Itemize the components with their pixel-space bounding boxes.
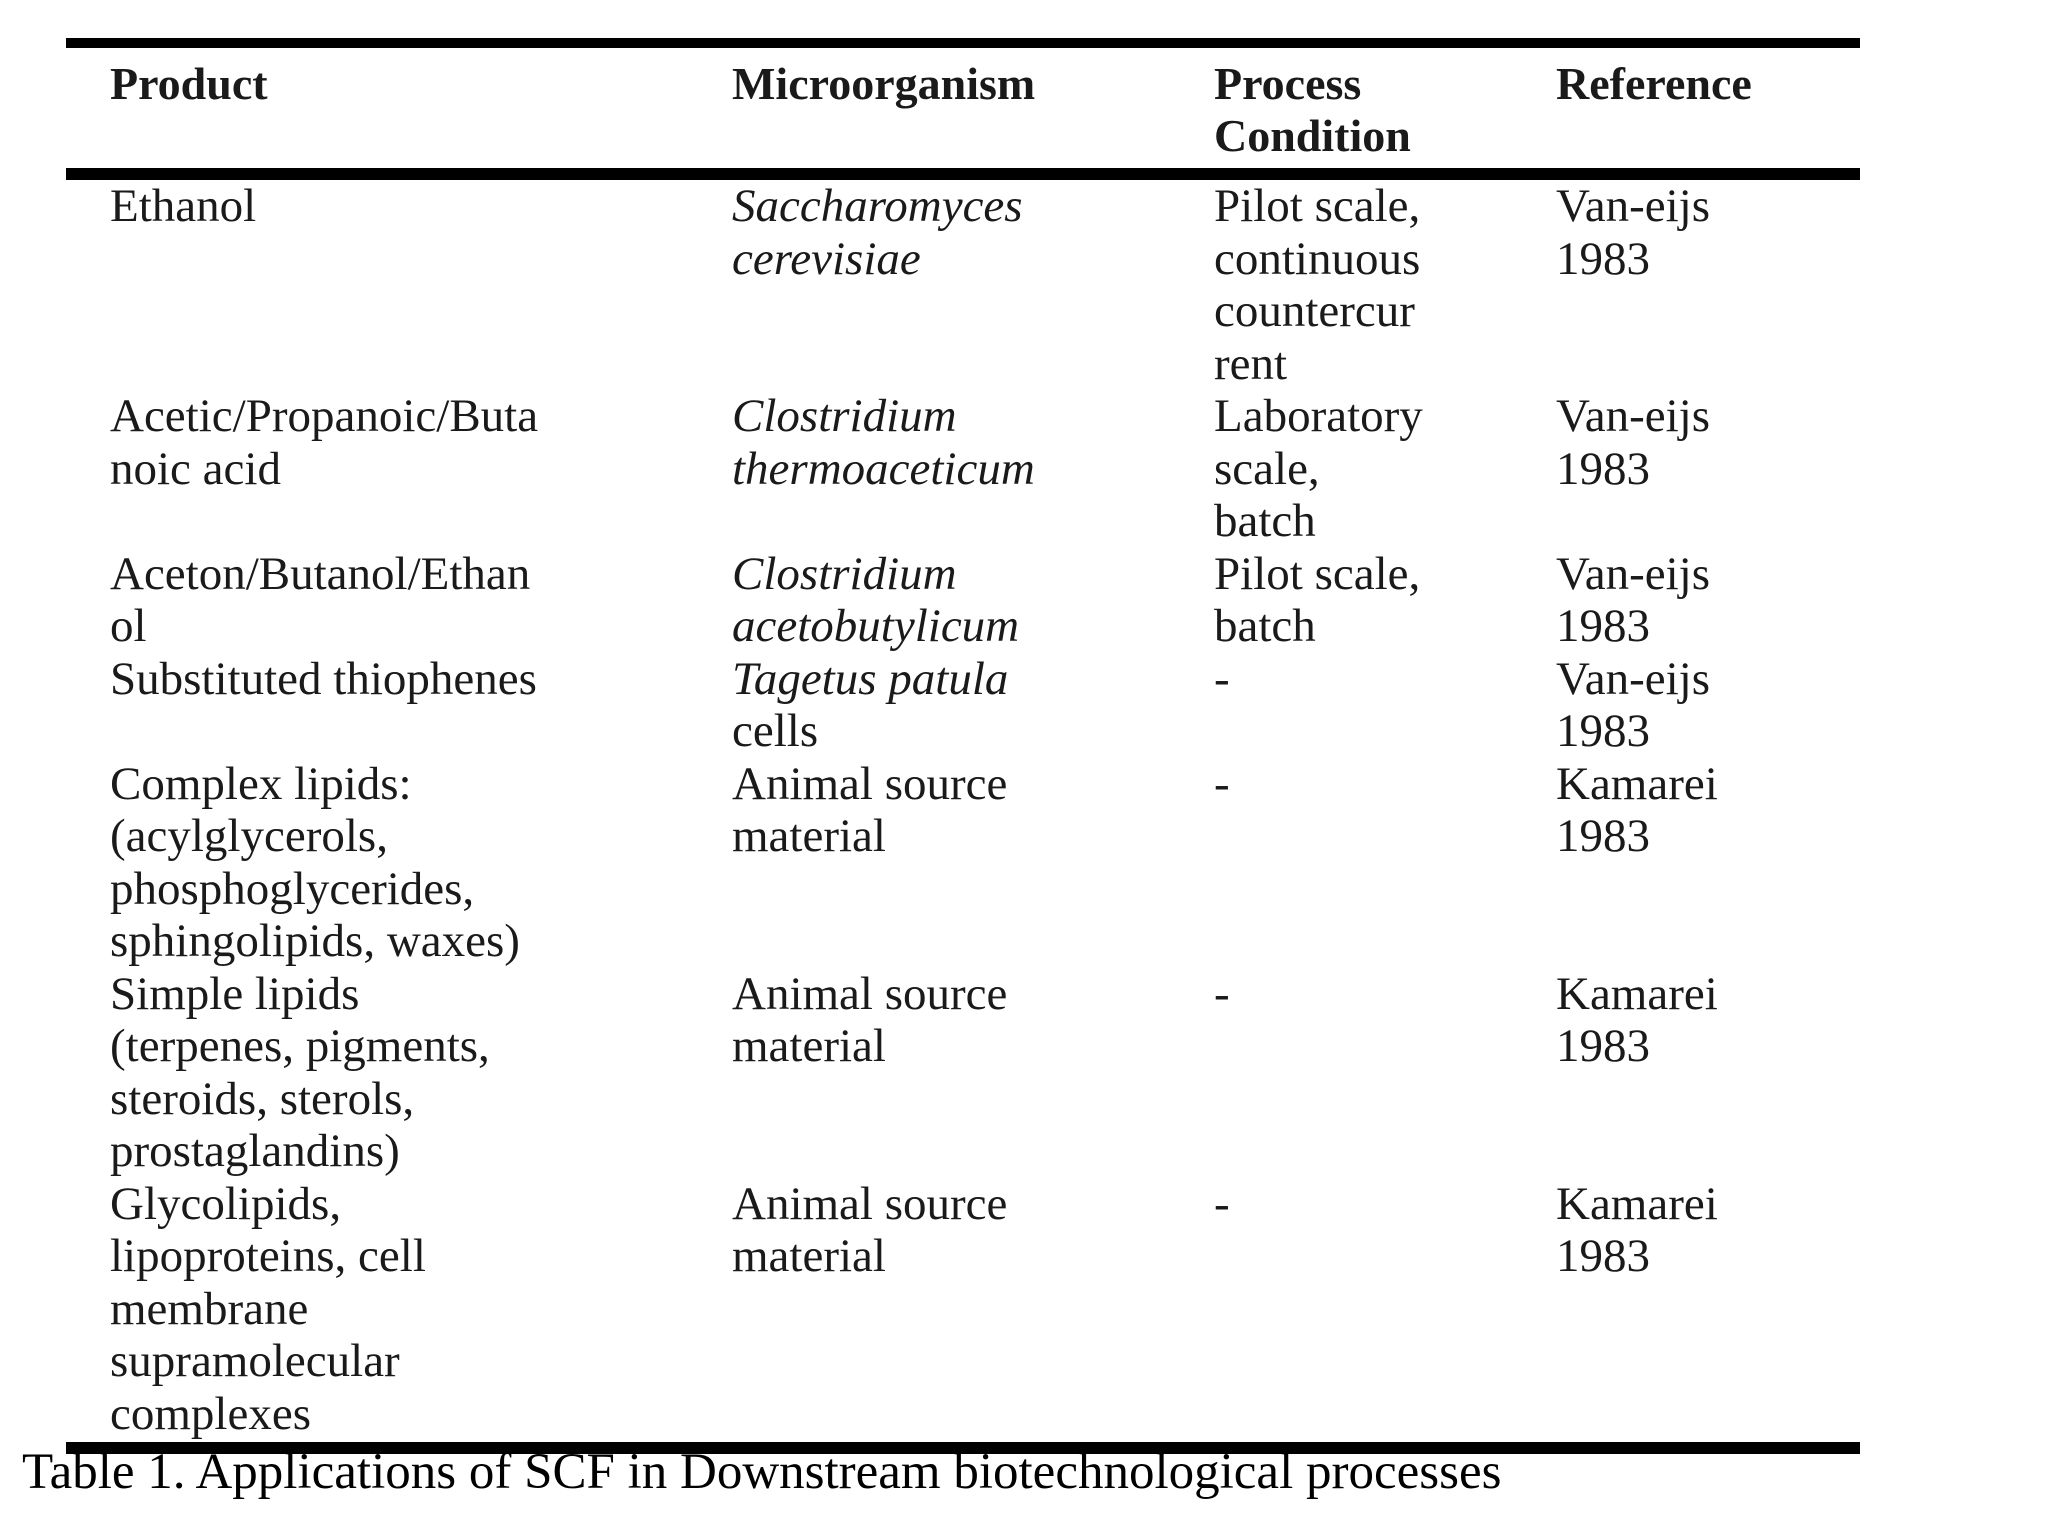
product-cell: Acetic/Propanoic/Buta noic acid [110,390,539,495]
microorganism-cell [688,653,1170,758]
table-row [66,758,1860,968]
top-rule [66,38,1860,48]
microorganism-species: Tagetus patula [732,652,1009,705]
product-cell: Aceton/Butanol/Ethan ol [110,547,531,652]
microorganism-cell: Animal source material [732,757,1008,862]
reference-cell: Kamarei 1983 [1556,1177,1718,1282]
reference-cell: Kamarei 1983 [1556,757,1718,862]
reference-cell: Kamarei 1983 [1556,967,1718,1072]
header-microorganism: Microorganism [732,58,1036,109]
product-cell: Ethanol [110,180,257,232]
reference-cell: Van-eijs 1983 [1556,652,1711,757]
table-row [66,653,1860,758]
product-cell: Complex lipids: (acylglycerols, phosphoglycerides, sphingolipids, waxes) [110,757,520,967]
data-table [66,38,1860,1454]
reference-cell: Van-eijs 1983 [1556,390,1711,495]
header-reference: Reference [1556,58,1752,109]
header-row [66,48,1860,168]
header-process-condition: Process Condition [1214,58,1411,161]
product-cell: Simple lipids (terpenes, pigments, steroids, sterols, prostaglandins) [110,967,490,1177]
microorganism-cell: Clostridium acetobutylicum [732,547,1020,652]
microorganism-cell: Saccharomyces cerevisiae [732,180,1023,285]
header-rule [66,168,1860,180]
condition-cell: - [1214,967,1230,1020]
condition-cell: Laboratory scale, batch [1214,390,1423,547]
condition-cell: Pilot scale, continuous countercur rent [1214,180,1421,390]
table-row [66,180,1860,390]
condition-cell: - [1214,757,1230,810]
reference-cell: Van-eijs 1983 [1556,180,1711,285]
table-row [66,968,1860,1178]
table-body [66,180,1860,1442]
product-cell: Glycolipids, lipoproteins, cell membrane supramolecular complexes [110,1177,426,1440]
microorganism-extra: cells [732,705,819,757]
condition-cell: Pilot scale, batch [1214,547,1421,652]
reference-cell: Van-eijs 1983 [1556,547,1711,652]
header-product: Product [110,58,268,109]
table-caption: Table 1. Applications of SCF in Downstream biotechnological processes [22,1444,1502,1500]
condition-cell: - [1214,652,1230,705]
microorganism-cell: Clostridium thermoaceticum [732,390,1035,495]
condition-cell: - [1214,1177,1230,1230]
table-row [66,390,1860,548]
table-row [66,548,1860,653]
table-row [66,1178,1860,1441]
microorganism-cell: Animal source material [732,1177,1008,1282]
microorganism-cell: Animal source material [732,967,1008,1072]
product-cell: Substituted thiophenes [110,652,537,705]
